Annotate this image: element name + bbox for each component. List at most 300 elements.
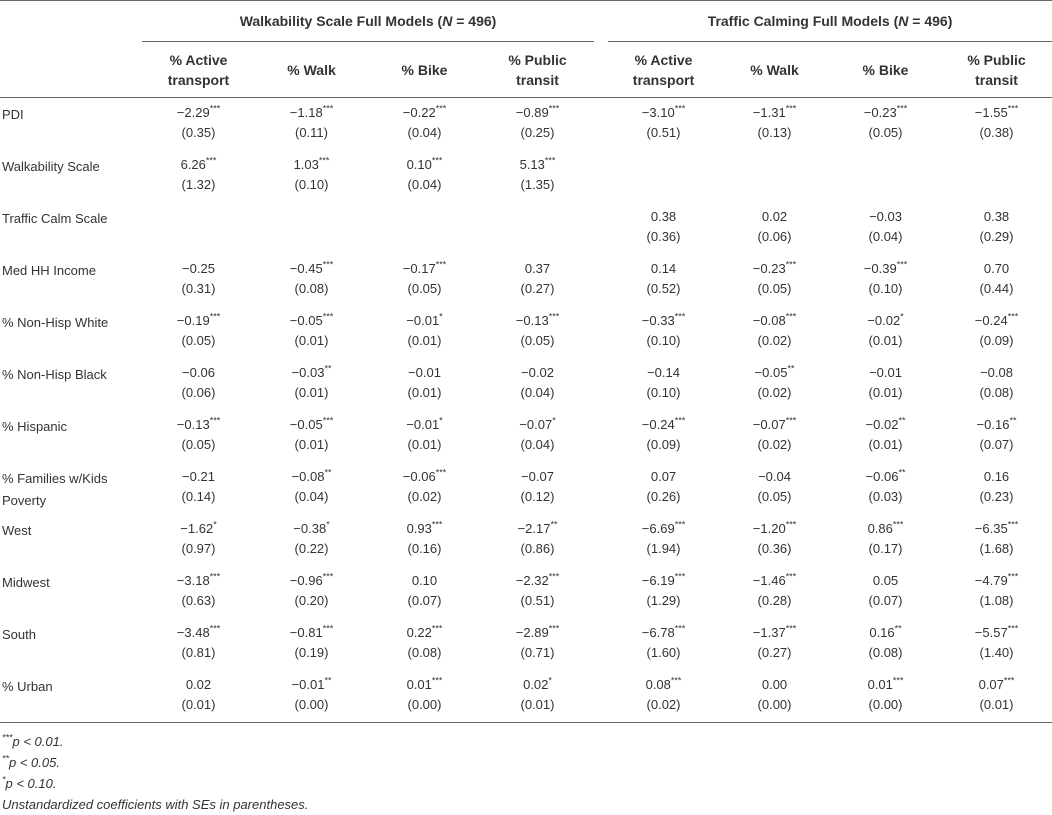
standard-error: (0.10) (646, 385, 681, 400)
coefficient: −0.13 (515, 313, 549, 328)
standard-error: (0.05) (757, 489, 792, 504)
coefficient-value (481, 675, 594, 695)
coefficient-value (255, 363, 368, 383)
coefficient-value (941, 675, 1052, 695)
coefficient-value (830, 363, 941, 383)
coefficient-cell (368, 150, 481, 202)
significance-stars: *** (548, 311, 560, 322)
coefficient-cell (830, 566, 941, 618)
coefficient: −6.78 (641, 625, 675, 640)
note-text: p < 0.05. (9, 755, 60, 770)
standard-error: (0.52) (646, 281, 681, 296)
row-label-line: % Hispanic (2, 419, 68, 434)
coefficient: −3.10 (641, 105, 675, 120)
coefficient-cell (719, 514, 830, 566)
coefficient-cell (719, 670, 830, 723)
coefficient-value (368, 519, 481, 539)
coefficient: −0.03 (291, 365, 325, 380)
coefficient-cell (142, 618, 255, 670)
coefficient-value (941, 207, 1052, 227)
coefficient: −2.17 (517, 521, 551, 536)
standard-error: (1.40) (979, 645, 1014, 660)
coefficient-cell (941, 462, 1052, 514)
significance-stars: * (552, 415, 556, 426)
coefficient: −0.24 (641, 417, 675, 432)
coefficient: −3.48 (176, 625, 210, 640)
coefficient-value (941, 103, 1052, 123)
coefficient-cell (142, 202, 255, 254)
coefficient: 0.38 (650, 209, 677, 224)
standard-error: (0.05) (520, 333, 555, 348)
standard-error: (0.08) (868, 645, 903, 660)
coefficient-value (719, 207, 830, 227)
coefficient-cell (481, 462, 594, 514)
coefficient-cell (368, 410, 481, 462)
significance-stars: *** (322, 415, 334, 426)
significance-stars: *** (209, 311, 221, 322)
standard-error: (0.20) (294, 593, 329, 608)
coefficient-cell (941, 98, 1052, 151)
coefficient-value (941, 259, 1052, 279)
row-label (0, 566, 142, 618)
coefficient-cell (719, 462, 830, 514)
coefficient-value (142, 311, 255, 331)
standard-error: (1.68) (979, 541, 1014, 556)
coefficient-cell (255, 670, 368, 723)
coefficient: 0.10 (411, 573, 438, 588)
coefficient: 0.08 (645, 677, 671, 692)
standard-error: (0.02) (757, 333, 792, 348)
standard-error: (0.36) (646, 229, 681, 244)
standard-error: (0.27) (757, 645, 792, 660)
traffic-calming-group-header: Traffic Calming Full Models (N = 496) (608, 1, 1052, 42)
coefficient-cell (608, 98, 719, 151)
coefficient-cell (368, 202, 481, 254)
coefficient-cell (481, 618, 594, 670)
coefficient-cell (719, 358, 830, 410)
table-row (0, 150, 1052, 202)
significance-stars: *** (322, 623, 334, 634)
coefficient-value (481, 363, 594, 383)
significance-stars: *** (785, 103, 797, 114)
standard-error: (0.01) (407, 437, 442, 452)
coefficient-value (719, 103, 830, 123)
column-header: % Active transport (608, 42, 719, 98)
standard-error: (0.26) (646, 489, 681, 504)
coefficient-value (368, 259, 481, 279)
row-label-line: PDI (2, 107, 24, 122)
standard-error: (0.12) (520, 489, 555, 504)
coefficient-cell (255, 566, 368, 618)
table-row (0, 98, 1052, 151)
coefficient-cell (608, 618, 719, 670)
coefficient: −5.57 (974, 625, 1008, 640)
standard-error: (0.16) (407, 541, 442, 556)
coefficient-value (719, 363, 830, 383)
coefficient-value (719, 311, 830, 331)
coefficient-value (142, 467, 255, 487)
significance-stars: *** (322, 103, 334, 114)
coefficient-cell (941, 670, 1052, 723)
coefficient-cell (830, 410, 941, 462)
row-label (0, 202, 142, 254)
standard-error: (0.01) (407, 333, 442, 348)
coefficient-cell (608, 254, 719, 306)
standard-error: (0.11) (295, 125, 328, 140)
significance-stars: *** (892, 675, 904, 686)
column-header: % Walk (719, 42, 830, 98)
coefficient-value (481, 467, 594, 487)
coefficient-value (941, 467, 1052, 487)
coefficient-cell (830, 358, 941, 410)
coefficient-cell (481, 410, 594, 462)
coefficient-cell (608, 150, 719, 202)
significance-stars: *** (435, 103, 447, 114)
coefficient: −0.38 (293, 521, 327, 536)
coefficient: −2.89 (515, 625, 549, 640)
coefficient-cell (142, 514, 255, 566)
significance-stars: *** (1007, 311, 1019, 322)
row-label (0, 618, 142, 670)
standard-error: (0.05) (181, 333, 216, 348)
coefficient-value (608, 467, 719, 487)
coefficient: −0.05 (754, 365, 788, 380)
coefficient-cell (941, 358, 1052, 410)
note-stars: * (2, 774, 6, 785)
coefficient-value (830, 519, 941, 539)
coefficient-cell (368, 514, 481, 566)
coefficient: −0.02 (867, 313, 901, 328)
coefficient-cell (481, 514, 594, 566)
significance-stars: *** (674, 415, 686, 426)
significance-stars: *** (674, 571, 686, 582)
significance-stars: *** (431, 155, 443, 166)
significance-stars: ** (550, 519, 558, 530)
standard-error: (0.02) (757, 437, 792, 452)
standard-error: (0.01) (979, 697, 1014, 712)
coefficient-cell (941, 306, 1052, 358)
coefficient: 0.70 (983, 261, 1010, 276)
significance-stars: *** (209, 623, 221, 634)
standard-error: (0.08) (979, 385, 1014, 400)
coefficient-value (368, 467, 481, 487)
coefficient-value (255, 519, 368, 539)
coefficient-cell (941, 618, 1052, 670)
standard-error: (0.02) (646, 697, 681, 712)
coefficient-value (830, 415, 941, 435)
walkability-group-header: Walkability Scale Full Models (N = 496) (142, 1, 594, 42)
row-label (0, 462, 142, 514)
coefficient: 0.16 (983, 469, 1010, 484)
standard-error: (0.25) (520, 125, 555, 140)
table-row (0, 514, 1052, 566)
coefficient: −0.16 (976, 417, 1010, 432)
coefficient-cell (255, 514, 368, 566)
standard-error: (0.08) (407, 645, 442, 660)
coefficient-value (830, 207, 941, 227)
significance-stars: *** (892, 519, 904, 530)
coefficient: −0.14 (647, 365, 680, 380)
standard-error: (0.10) (868, 281, 903, 296)
coefficient-value (142, 571, 255, 591)
coefficient: 0.37 (524, 261, 551, 276)
note-stars: ** (2, 753, 10, 764)
coefficient: −0.45 (289, 261, 323, 276)
coefficient-value (142, 363, 255, 383)
coefficient: −0.08 (291, 469, 325, 484)
standard-error: (0.01) (407, 385, 442, 400)
coefficient-cell (481, 202, 594, 254)
coefficient: −0.03 (869, 209, 902, 224)
standard-error: (0.44) (979, 281, 1014, 296)
coefficient: 1.03 (293, 157, 319, 172)
coefficient-cell (608, 358, 719, 410)
coefficient: −1.20 (752, 521, 786, 536)
significance-stars: *** (322, 259, 334, 270)
coefficient: −1.31 (752, 105, 786, 120)
coefficient-value (368, 675, 481, 695)
coefficient-cell (481, 566, 594, 618)
significance-stars: *** (1007, 103, 1019, 114)
coefficient-cell (941, 202, 1052, 254)
coefficient-value (255, 675, 368, 695)
coefficient: −0.07 (521, 469, 554, 484)
coefficient-value (255, 571, 368, 591)
row-label (0, 306, 142, 358)
coefficient-cell (368, 98, 481, 151)
significance-stars: *** (548, 103, 560, 114)
column-header: % Active transport (142, 42, 255, 98)
standard-error: (0.27) (520, 281, 555, 296)
significance-stars: *** (674, 519, 686, 530)
table-row (0, 462, 1052, 514)
coefficient-value (142, 415, 255, 435)
significance-stars: * (439, 311, 443, 322)
coefficient: 0.07 (650, 469, 677, 484)
coefficient-value (481, 415, 594, 435)
coefficient-value (830, 311, 941, 331)
coefficient-cell (255, 358, 368, 410)
standard-error: (0.05) (757, 281, 792, 296)
coefficient-cell (142, 98, 255, 151)
coefficient: −1.37 (752, 625, 786, 640)
coefficient-value (719, 467, 830, 487)
coefficient-value (719, 623, 830, 643)
table-row (0, 254, 1052, 306)
row-label (0, 670, 142, 723)
coefficient-value (255, 415, 368, 435)
significance-stars: *** (548, 623, 560, 634)
significance-stars: *** (544, 155, 556, 166)
coefficient: 0.02 (761, 209, 788, 224)
table-row (0, 306, 1052, 358)
coefficient-cell (368, 306, 481, 358)
coefficient-value (142, 623, 255, 643)
coefficient-cell (830, 202, 941, 254)
coefficient-cell (941, 150, 1052, 202)
row-label-line: % Non-Hisp Black (2, 367, 107, 382)
coefficient-value (941, 519, 1052, 539)
table-row (0, 670, 1052, 723)
note-text: Unstandardized coefficients with SEs in parentheses. (2, 797, 309, 812)
coefficient-value (255, 311, 368, 331)
significance-stars: ** (324, 467, 332, 478)
coefficient-cell (142, 150, 255, 202)
coefficient-cell (608, 514, 719, 566)
coefficient-cell (941, 254, 1052, 306)
coefficient-value (830, 467, 941, 487)
coefficient-value (830, 571, 941, 591)
row-label-line: Med HH Income (2, 263, 96, 278)
significance-stars: *** (209, 103, 221, 114)
significance-stars: *** (896, 103, 908, 114)
note-text: p < 0.10. (5, 776, 57, 791)
significance-stars: *** (435, 259, 447, 270)
coefficient-cell (142, 670, 255, 723)
coefficient-cell (255, 98, 368, 151)
standard-error: (0.51) (520, 593, 555, 608)
significance-stars: *** (548, 571, 560, 582)
coefficient: −0.07 (519, 417, 553, 432)
coefficient-value (608, 311, 719, 331)
coefficient-cell (941, 410, 1052, 462)
significance-stars: *** (1007, 519, 1019, 530)
significance-stars: * (900, 311, 904, 322)
coefficient: −0.01 (408, 365, 441, 380)
standard-error: (0.02) (407, 489, 442, 504)
coefficient: −0.08 (752, 313, 786, 328)
coefficient: 0.38 (983, 209, 1010, 224)
coefficient-cell (719, 566, 830, 618)
significance-stars: *** (674, 623, 686, 634)
standard-error: (0.00) (757, 697, 792, 712)
coefficient: 0.16 (869, 625, 895, 640)
row-label (0, 150, 142, 202)
standard-error: (0.28) (757, 593, 792, 608)
coefficient-value (941, 363, 1052, 383)
coefficient: −0.06 (402, 469, 436, 484)
note-stars: *** (2, 732, 13, 743)
column-header-row (0, 42, 1052, 98)
coefficient: −0.04 (758, 469, 791, 484)
coefficient: 0.10 (406, 157, 432, 172)
coefficient-value (368, 103, 481, 123)
coefficient-cell (481, 306, 594, 358)
coefficient-cell (608, 566, 719, 618)
significance-stars: *** (785, 571, 797, 582)
standard-error: (0.00) (294, 697, 329, 712)
standard-error: (0.63) (181, 593, 216, 608)
coefficient: −6.35 (974, 521, 1008, 536)
standard-error: (0.36) (757, 541, 792, 556)
standard-error: (1.32) (181, 177, 216, 192)
significance-stars: *** (785, 415, 797, 426)
standard-error: (0.05) (868, 125, 903, 140)
significance-stars: *** (670, 675, 682, 686)
standard-error: (0.01) (294, 333, 329, 348)
standard-error: (0.01) (520, 697, 555, 712)
coefficient-cell (481, 150, 594, 202)
coefficient: −0.19 (176, 313, 210, 328)
row-label-line: Poverty (2, 493, 47, 508)
coefficient-cell (941, 566, 1052, 618)
coefficient-cell (255, 150, 368, 202)
coefficient: 0.02 (185, 677, 212, 692)
significance-stars: * (326, 519, 330, 530)
coefficient-value (719, 415, 830, 435)
coefficient-cell (255, 618, 368, 670)
standard-error: (0.22) (294, 541, 329, 556)
significance-stars: *** (674, 311, 686, 322)
coefficient-value (608, 519, 719, 539)
column-header: % Bike (830, 42, 941, 98)
significance-stars: *** (435, 467, 447, 478)
coefficient-cell (142, 358, 255, 410)
note-line (2, 773, 1052, 794)
coefficient: 0.05 (872, 573, 899, 588)
row-label-line: Midwest (2, 575, 50, 590)
group-header-row (0, 1, 1052, 42)
significance-stars: ** (898, 467, 906, 478)
standard-error: (0.01) (294, 437, 329, 452)
standard-error: (0.17) (868, 541, 903, 556)
coefficient: −0.96 (289, 573, 323, 588)
coefficient: −0.07 (752, 417, 786, 432)
coefficient-cell (830, 150, 941, 202)
coefficient-cell (368, 254, 481, 306)
coefficient-value (255, 259, 368, 279)
coefficient: −0.23 (863, 105, 897, 120)
standard-error: (0.81) (181, 645, 216, 660)
standard-error: (0.05) (407, 281, 442, 296)
standard-error: (1.35) (520, 177, 555, 192)
coefficient: −0.13 (176, 417, 210, 432)
significance-stars: *** (209, 415, 221, 426)
coefficient: −1.62 (180, 521, 214, 536)
coefficient-cell (255, 410, 368, 462)
column-header: % Public transit (481, 42, 594, 98)
coefficient-value (481, 571, 594, 591)
coefficient-cell (255, 202, 368, 254)
coefficient: 0.02 (523, 677, 549, 692)
coefficient: 0.07 (978, 677, 1004, 692)
coefficient: −0.05 (289, 313, 323, 328)
significance-stars: ** (324, 363, 332, 374)
coefficient-cell (368, 462, 481, 514)
table-row (0, 358, 1052, 410)
coefficient: −0.02 (521, 365, 554, 380)
column-header: % Public transit (941, 42, 1052, 98)
coefficient-value (941, 311, 1052, 331)
column-header: % Walk (255, 42, 368, 98)
coefficient-value (830, 623, 941, 643)
coefficient: −0.01 (406, 417, 440, 432)
coefficient-value (941, 571, 1052, 591)
coefficient-cell (719, 150, 830, 202)
coefficient-cell (142, 254, 255, 306)
coefficient-cell (719, 306, 830, 358)
coefficient: −0.33 (641, 313, 675, 328)
significance-stars: *** (431, 675, 443, 686)
coefficient-value (368, 623, 481, 643)
row-label-line: South (2, 627, 36, 642)
standard-error: (0.02) (757, 385, 792, 400)
coefficient-value (941, 415, 1052, 435)
coefficient-cell (830, 254, 941, 306)
coefficient: −6.19 (641, 573, 675, 588)
significance-stars: * (548, 675, 552, 686)
note-line (2, 794, 1052, 815)
